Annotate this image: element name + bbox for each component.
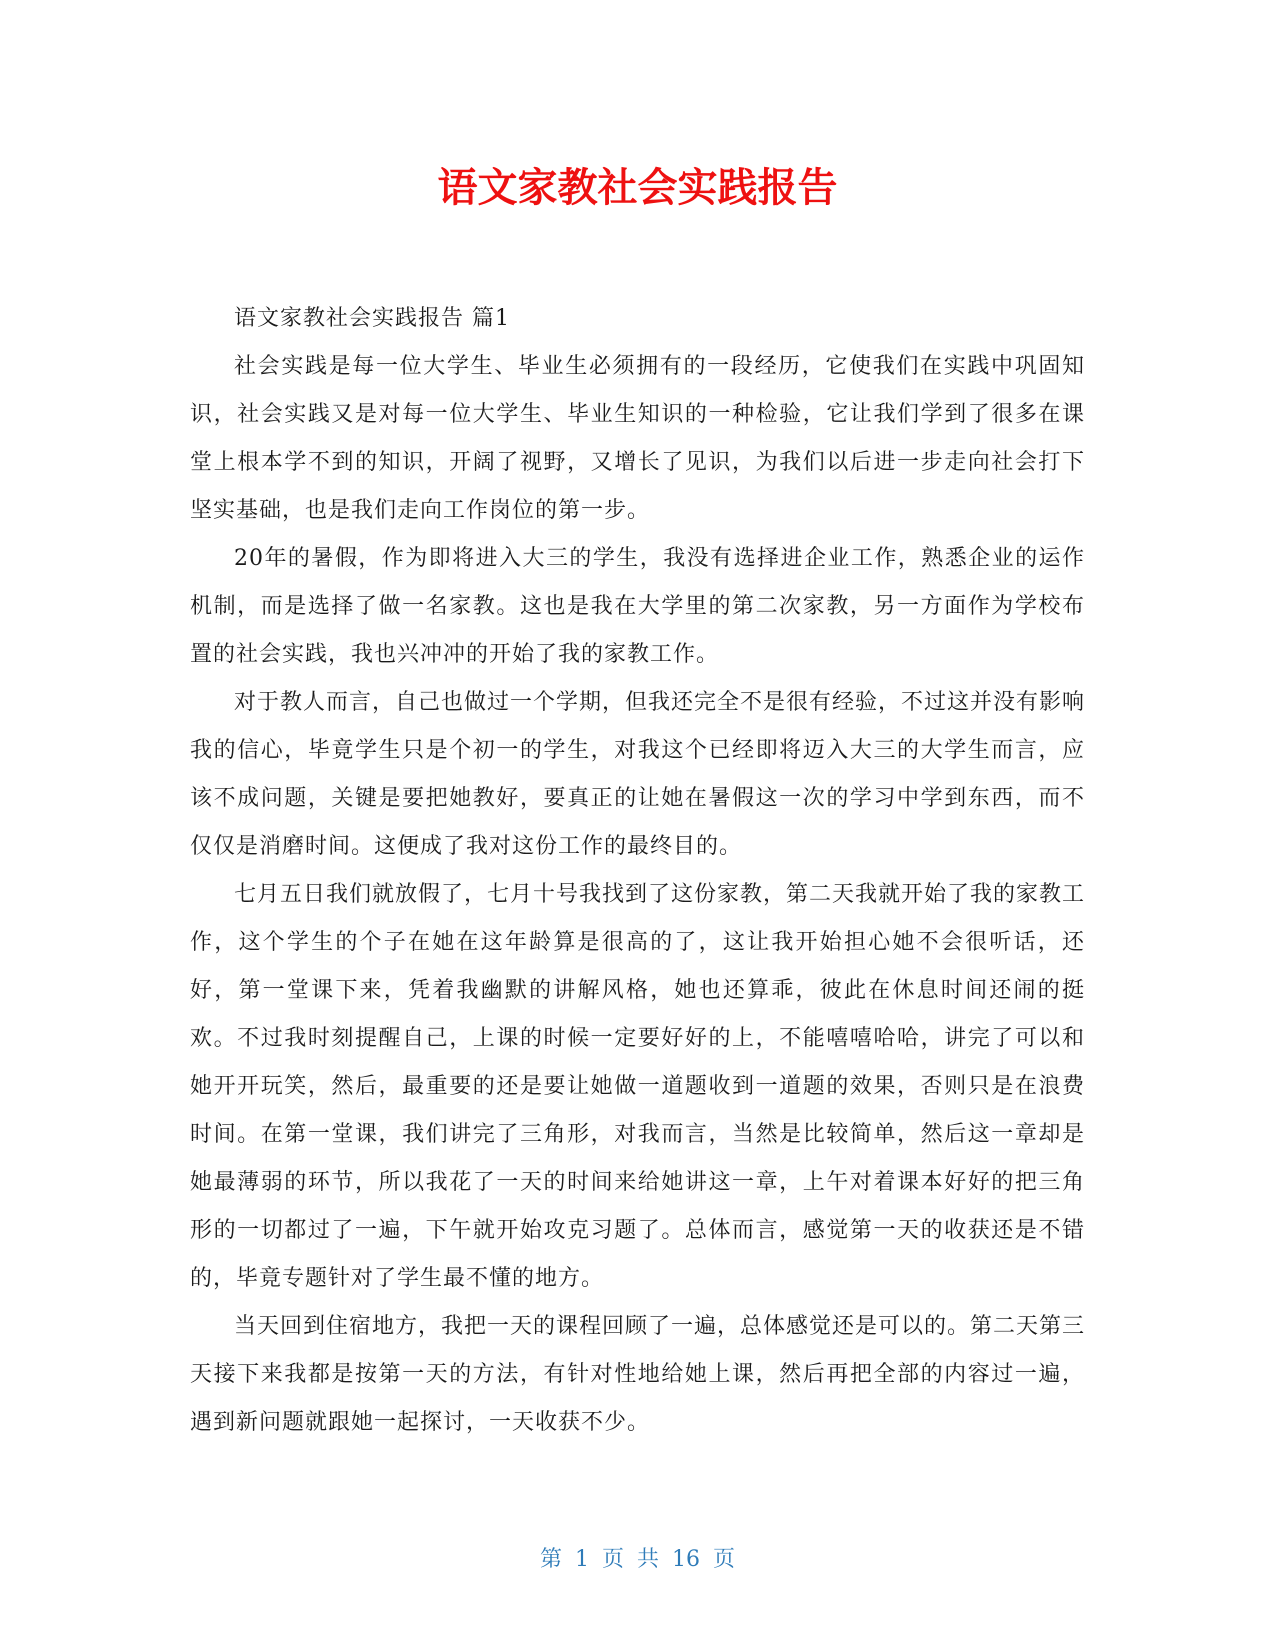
document-title: 语文家教社会实践报告 (437, 165, 838, 211)
paragraph: 社会实践是每一位大学生、毕业生必须拥有的一段经历，它使我们在实践中巩固知识，社会实践又是对每一位大学生、毕业生知识的一种检验，它让我们学到了很多在课堂上根本学不到的知识，开阔了视野，又增长了见识，为我们以后进一步走向社会打下坚实基础，也是我们走向工作岗位的第一步。 (190, 354, 1085, 523)
paragraph: 当天回到住宿地方，我把一天的课程回顾了一遍，总体感觉还是可以的。第二天第三天接下来我都是按第一天的方法，有针对性地给她上课，然后再把全部的内容过一遍，遇到新问题就跟她一起探讨，一天收获不少。 (190, 1314, 1086, 1435)
document-body (190, 295, 1085, 1447)
page-number-footer: 第 1 页 共 16 页 (540, 1547, 735, 1572)
paragraph: 七月五日我们就放假了，七月十号我找到了这份家教，第二天我就开始了我的家教工作，这个学生的个子在她在这年龄算是很高的了，这让我开始担心她不会很听话，还好，第一堂课下来，凭着我幽默的讲解风格，她也还算乖，彼此在休息时间还闹的挺欢。不过我时刻提醒自己，上课的时候一定要好好的上，不能嘻嘻哈哈，讲完了可以和她开开玩笑，然后，最重要的还是要让她做一道题收到一道题的效果，否则只是在浪费时间。在第一堂课，我们讲完了三角形，对我而言，当然是比较简单，然后这一章却是她最薄弱的环节，所以我花了一天的时间来给她讲这一章，上午对着课本好好的把三角形的一切都过了一遍，下午就开始攻克习题了。总体而言，感觉第一天的收获还是不错的，毕竟专题针对了学生最不懂的地方。 (190, 882, 1086, 1291)
section-heading: 语文家教社会实践报告 篇1 (234, 306, 510, 331)
paragraph: 20年的暑假，作为即将进入大三的学生，我没有选择进企业工作，熟悉企业的运作机制，而是选择了做一名家教。这也是我在大学里的第二次家教，另一方面作为学校布置的社会实践，我也兴冲冲的开始了我的家教工作。 (190, 546, 1085, 667)
paragraph: 对于教人而言，自己也做过一个学期，但我还完全不是很有经验，不过这并没有影响我的信心，毕竟学生只是个初一的学生，对我这个已经即将迈入大三的大学生而言，应该不成问题，关键是要把她教好，要真正的让她在暑假这一次的学习中学到东西，而不仅仅是消磨时间。这便成了我对这份工作的最终目的。 (190, 690, 1086, 859)
